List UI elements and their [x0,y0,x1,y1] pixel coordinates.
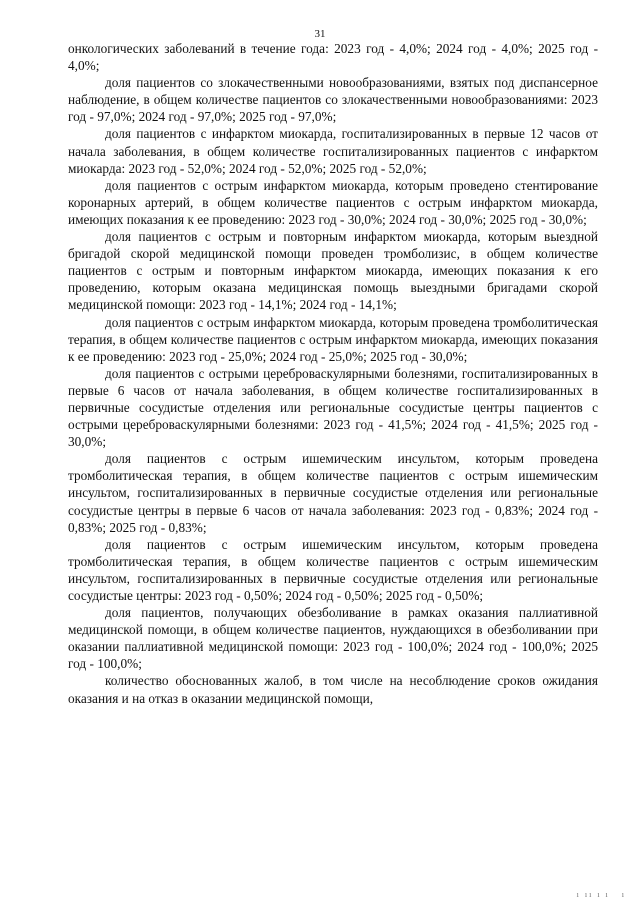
paragraph-complaints: количество обоснованных жалоб, в том числе на несоблюдение сроков ожидания оказания и на отказ в оказании медицинской помощи, [68,673,598,706]
paragraph-mi-thrombolysis-ambulance: доля пациентов с острым и повторным инфарктом миокарда, которым выездной бригадой скорой медицинской помощи проведен тромболизис, в общем количестве пациентов с острым и повторным инфарктом миокарда, имеющих показания к его проведению, которым оказана медицинская помощь выездными бригадами скорой медицинской помощи: 2023 год - 14,1%; 2024 год - 14,1%; [68,229,598,313]
paragraph-mi-thrombolytic-therapy: доля пациентов с острым инфарктом миокарда, которым проведена тромболитическая терапия, в общем количестве пациентов с острым инфарктом миокарда, имеющих показания к ее проведению: 2023 год - 25,0%; 2024 год - 25,0%; 2025 год - 30,0%; [68,314,598,364]
paragraph-mi-hospitalized-12h: доля пациентов с инфарктом миокарда, госпитализированных в первые 12 часов от начала заболевания, в общем количестве госпитализированных пациентов с инфарктом миокарда: 2023 год - 52,0%; 2024 год - 52,0%; 2025 год - 52,0%; [68,126,598,176]
paragraph-palliative-analgesia: доля пациентов, получающих обезболивание в рамках оказания паллиативной медицинской помощи, в общем количестве пациентов, нуждающихся в обезболивании при оказании паллиативной медицинской помощи: 2023 год - 100,0%; 2024 год - 100,0%; 2025 год - 100,0%; [68,605,598,672]
paragraph-continuation: онкологических заболеваний в течение года: 2023 год - 4,0%; 2024 год - 4,0%; 2025 год - 4,0%; [68,41,598,74]
paragraph-cerebrovascular-6h: доля пациентов с острыми цереброваскулярными болезнями, госпитализированных в первые 6 часов от начала заболевания, в общем количестве госпитализированных в первичные сосудистые отделения или региональные сосудистые центры пациентов с острыми цереброваскулярными болезнями: 2023 год - 41,5%; 2024 год - 41,5%; 2025 год - 30,0%; [68,365,598,450]
paragraph-stroke-thrombolysis-6h: доля пациентов с острым ишемическим инсультом, которым проведена тромболитическая терапия, в общем количестве пациентов с острым ишемическим инсультом, госпитализированных в первичные сосудистые отделения или региональные сосудистые центры в первые 6 часов от начала заболевания: 2023 год - 0,83%; 2024 год - 0,83%; 2025 год - 0,83%; [68,451,598,535]
paragraph-mi-stenting: доля пациентов с острым инфарктом миокарда, которым проведено стентирование коронарных артерий, в общем количестве пациентов с острым инфарктом миокарда, имеющих показания к ее проведению: 2023 год - 30,0%; 2024 год - 30,0%; 2025 год - 30,0%; [68,177,598,227]
paragraph-stroke-thrombolysis: доля пациентов с острым ишемическим инсультом, которым проведена тромболитическая терапия, в общем количестве пациентов с острым ишемическим инсультом, госпитализированных в первичные сосудистые отделения или региональные сосудистые центры: 2023 год - 0,50%; 2024 год - 0,50%; 2025 год - 0,50%; [68,536,598,603]
paragraph-oncology-followup: доля пациентов со злокачественными новообразованиями, взятых под диспансерное наблюдение, в общем количестве пациентов со злокачественными новообразованиями: 2023 год - 97,0%; 2024 год - 97,0%; 2025 год - 97,0%; [68,75,598,125]
page-number: 31 [314,28,326,40]
scan-artifact: ı ıı ı ı ı [576,890,626,899]
document-body [68,40,598,707]
